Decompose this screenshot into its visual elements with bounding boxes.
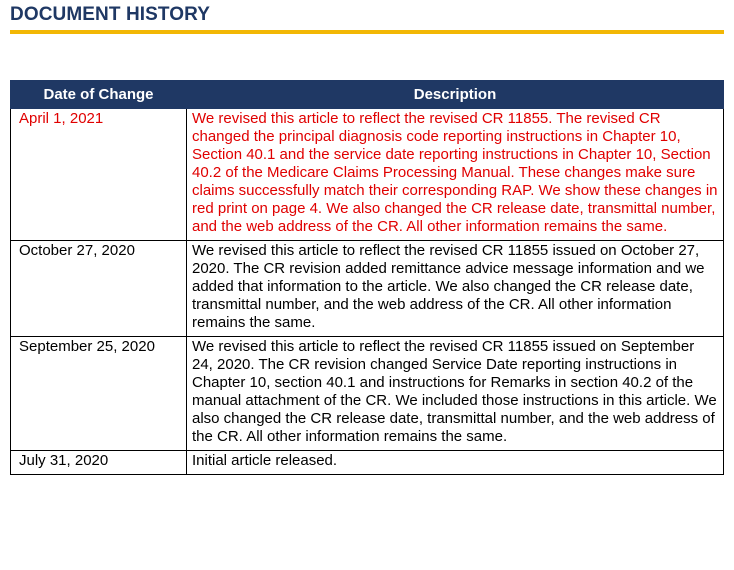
- row-date: September 25, 2020: [11, 337, 187, 451]
- row-date: July 31, 2020: [11, 451, 187, 475]
- row-date: October 27, 2020: [11, 241, 187, 337]
- table-row: [11, 109, 724, 241]
- row-description: We revised this article to reflect the revised CR 11855. The revised CR changed the principal diagnosis code reporting instructions in Chapter 10, Section 40.1 and the service date reporting instructions in Chapter 10, Section 40.2 of the Medicare Claims Processing Manual. These changes make sure claims successfully match their corresponding RAP. We show these changes in red print on page 4. We also changed the CR release date, transmittal number, and the web address of the CR. All other information remains the same.: [187, 109, 724, 241]
- row-date: April 1, 2021: [11, 109, 187, 241]
- table-header-row: [11, 81, 724, 109]
- title-divider: [10, 30, 724, 34]
- table-row: [11, 451, 724, 475]
- column-header-date: Date of Change: [11, 81, 187, 109]
- row-description: We revised this article to reflect the revised CR 11855 issued on September 24, 2020. The CR revision changed Service Date reporting instructions in Chapter 10, section 40.1 and instructions for Remarks in section 40.2 of the manual attachment of the CR. We included those instructions in this article. We also changed the CR release date, transmittal number, and the web address of the CR. All other information remains the same.: [187, 337, 724, 451]
- table-row: [11, 241, 724, 337]
- row-description: We revised this article to reflect the revised CR 11855 issued on October 27, 2020. The CR revision added remittance advice message information and we added that information to the article. We also changed the CR release date, transmittal number, and the web address of the CR. All other information remains the same.: [187, 241, 724, 337]
- section-title: DOCUMENT HISTORY: [10, 4, 211, 25]
- row-description: Initial article released.: [187, 451, 724, 475]
- table-row: [11, 337, 724, 451]
- document-history-table: [10, 80, 724, 475]
- column-header-description: Description: [187, 81, 724, 109]
